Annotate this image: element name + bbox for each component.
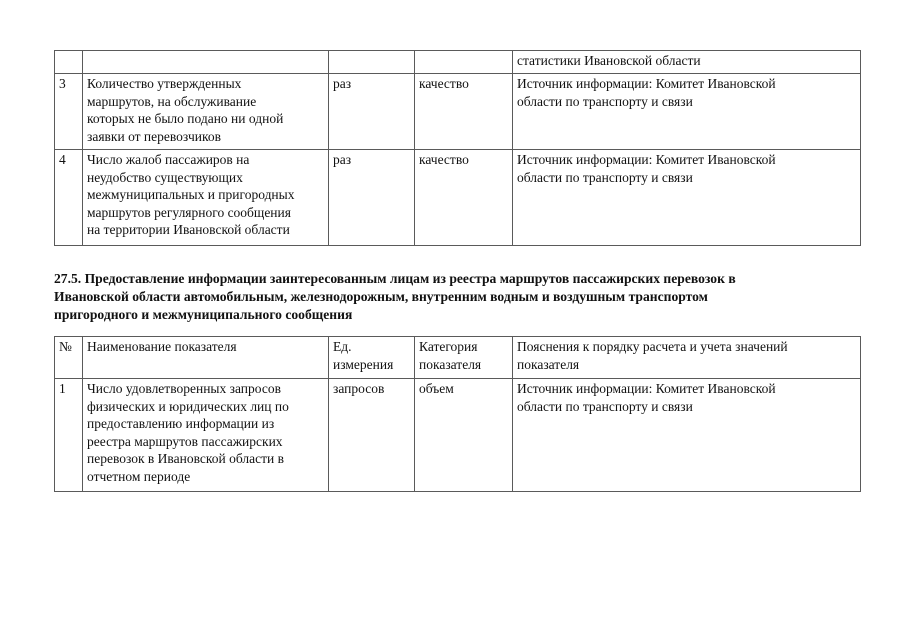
header-name: Наименование показателя bbox=[83, 337, 329, 379]
cell-name: Число жалоб пассажиров на неудобство существующих межмуниципальных и пригородных маршрутов регулярного сообщения на территории Ивановской области bbox=[83, 150, 329, 246]
header-category: Категория показателя bbox=[415, 337, 513, 379]
cell-category: объем bbox=[415, 379, 513, 492]
cell-unit: раз bbox=[329, 150, 415, 246]
indicators-table-continued bbox=[54, 50, 861, 246]
section-heading: 27.5. Предоставление информации заинтересованным лицам из реестра маршрутов пассажирских перевозок в Ивановской области автомобильным, железнодорожным, внутренним водным и воздушным транспортом пригородного и межмуниципального сообщения bbox=[54, 271, 736, 323]
cell-num: 1 bbox=[55, 379, 83, 492]
cell-unit: раз bbox=[329, 74, 415, 150]
table-row bbox=[55, 379, 861, 492]
cell-num: 4 bbox=[55, 150, 83, 246]
table-header-row bbox=[55, 337, 861, 379]
header-explanation: Пояснения к порядку расчета и учета значений показателя bbox=[513, 337, 861, 379]
cell-explanation: Источник информации: Комитет Ивановской области по транспорту и связи bbox=[513, 379, 861, 492]
cell-explanation: статистики Ивановской области bbox=[513, 51, 861, 74]
cell-explanation: Источник информации: Комитет Ивановской области по транспорту и связи bbox=[513, 150, 861, 246]
table-row bbox=[55, 74, 861, 150]
cell-name bbox=[83, 51, 329, 74]
cell-category bbox=[415, 51, 513, 74]
cell-explanation: Источник информации: Комитет Ивановской области по транспорту и связи bbox=[513, 74, 861, 150]
header-unit: Ед. измерения bbox=[329, 337, 415, 379]
table-row-continuation bbox=[55, 51, 861, 74]
cell-category: качество bbox=[415, 74, 513, 150]
cell-num bbox=[55, 51, 83, 74]
cell-category: качество bbox=[415, 150, 513, 246]
cell-name: Число удовлетворенных запросов физических и юридических лиц по предоставлению информации из реестра маршрутов пассажирских перевозок в Ивановской области в отчетном периоде bbox=[83, 379, 329, 492]
header-num: № bbox=[55, 337, 83, 379]
indicators-table bbox=[54, 336, 861, 492]
cell-num: 3 bbox=[55, 74, 83, 150]
cell-name: Количество утвержденных маршрутов, на обслуживание которых не было подано ни одной заявки от перевозчиков bbox=[83, 74, 329, 150]
table-row bbox=[55, 150, 861, 246]
cell-unit bbox=[329, 51, 415, 74]
cell-unit: запросов bbox=[329, 379, 415, 492]
